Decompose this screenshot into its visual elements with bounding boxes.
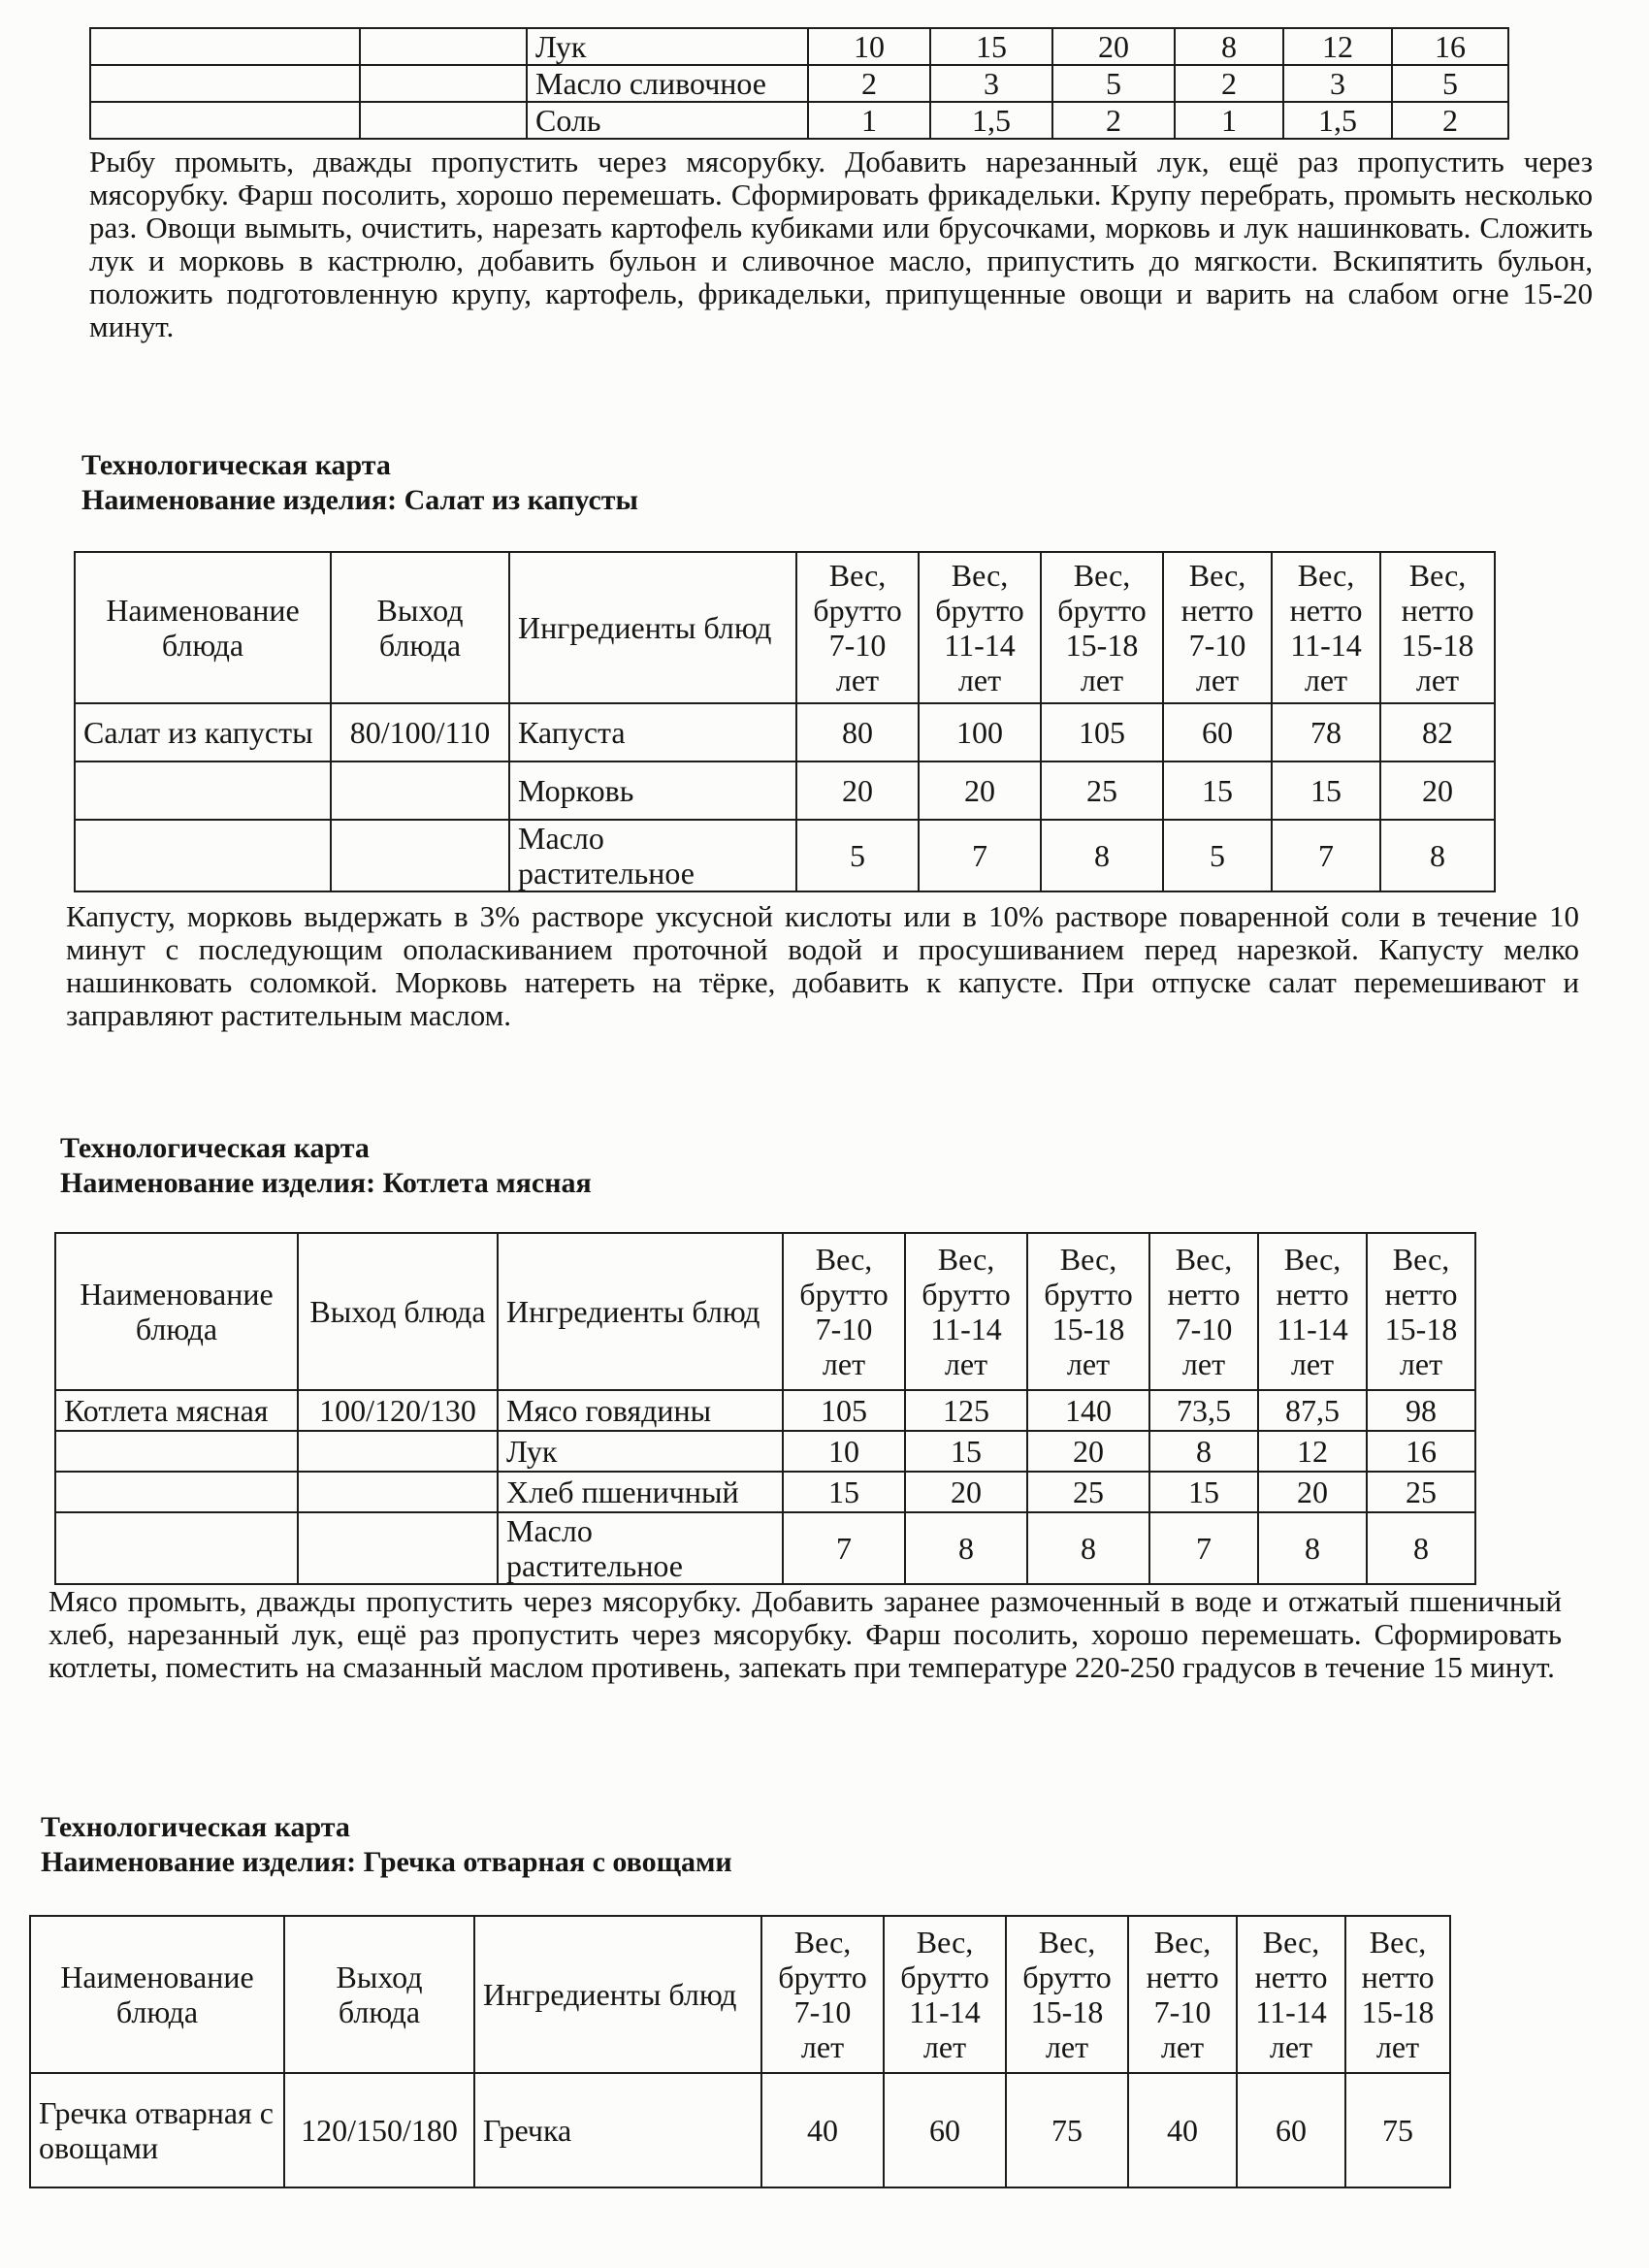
cell-dish-yield: [331, 820, 509, 891]
card-heading: Технологическая карта: [41, 1811, 350, 1843]
header-ingredient: Ингредиенты блюд: [498, 1233, 783, 1390]
cell-net-7-10: 40: [1128, 2073, 1237, 2187]
cell-ingredient: Масло растительное: [509, 820, 796, 891]
cell-ingredient: Масло растительное: [498, 1512, 783, 1584]
cell-gross-7-10: 80: [796, 703, 919, 761]
card-product-line: Наименование изделия: Салат из капусты: [81, 484, 638, 516]
cell-gross-15-18: 140: [1027, 1390, 1149, 1431]
cell-net-15-18: 20: [1380, 761, 1495, 820]
header-net-15-18: Вес, нетто 15-18 лет: [1367, 1233, 1475, 1390]
cell-net-11-14: 7: [1272, 820, 1380, 891]
cell-net-15-18: 25: [1367, 1472, 1475, 1512]
cell-net-11-14: 12: [1283, 28, 1392, 65]
cell-dish-name: [90, 65, 360, 102]
cell-ingredient: Мясо говядины: [498, 1390, 783, 1431]
table-salad: [74, 551, 1496, 892]
header-net-7-10: Вес, нетто 7-10 лет: [1149, 1233, 1258, 1390]
cell-gross-7-10: 1: [808, 102, 930, 139]
instructions-cutlet: Мясо промыть, дважды пропустить через мясорубку. Добавить заранее размоченный в воде и отжатый пшеничный хлеб, нарезанный лук, ещё раз пропустить через мясорубку. Фарш посолить, хорошо перемешать. Сформировать котлеты, поместить на смазанный маслом противень, запекать при температуре 220-250 градусов в течение 15 минут.: [48, 1584, 1562, 1684]
cell-net-7-10: 2: [1175, 65, 1283, 102]
header-gross-7-10: Вес, брутто 7-10 лет: [783, 1233, 905, 1390]
header-dish-name: Наименование блюда: [75, 552, 331, 703]
table-row: [30, 2073, 1450, 2187]
card-title-cutlet: [60, 1131, 592, 1201]
cell-net-7-10: 15: [1163, 761, 1272, 820]
cell-dish-yield: [360, 28, 527, 65]
cell-dish-name: [55, 1512, 298, 1584]
cell-net-15-18: 75: [1345, 2073, 1450, 2187]
cell-dish-name: [75, 820, 331, 891]
card-heading: Технологическая карта: [81, 449, 391, 481]
cell-dish-yield: 80/100/110: [331, 703, 509, 761]
cell-net-15-18: 2: [1392, 102, 1508, 139]
cell-net-11-14: 12: [1258, 1431, 1367, 1472]
cell-gross-7-10: 5: [796, 820, 919, 891]
cell-ingredient: Лук: [498, 1431, 783, 1472]
table-header-row: [55, 1233, 1475, 1390]
cell-ingredient: Гречка: [474, 2073, 761, 2187]
cell-gross-7-10: 7: [783, 1512, 905, 1584]
card-title-salad: [81, 448, 638, 518]
cell-dish-name: [90, 102, 360, 139]
cell-gross-15-18: 20: [1052, 28, 1175, 65]
cell-dish-name: Котлета мясная: [55, 1390, 298, 1431]
cell-gross-15-18: 75: [1006, 2073, 1128, 2187]
table-cutlet: [54, 1232, 1476, 1585]
table-row: [55, 1512, 1475, 1584]
table-buckwheat: [29, 1915, 1451, 2188]
cell-gross-11-14: 125: [905, 1390, 1027, 1431]
instructions-salad: Капусту, морковь выдержать в 3% растворе уксусной кислоты или в 10% растворе поваренной соли в течение 10 минут с последующим ополаскиванием проточной водой и просушиванием перед нарезкой. Капусту мелко нашинковать соломкой. Морковь натереть на тёрке, добавить к капусте. При отпуске салат перемешивают и заправляют растительным маслом.: [66, 899, 1579, 1032]
cell-gross-15-18: 5: [1052, 65, 1175, 102]
cell-gross-15-18: 8: [1041, 820, 1163, 891]
header-dish-name: Наименование блюда: [30, 1916, 284, 2073]
cell-ingredient: Масло сливочное: [527, 65, 808, 102]
table-row: [75, 761, 1495, 820]
cell-net-7-10: 1: [1175, 102, 1283, 139]
table-row: [90, 28, 1508, 65]
cell-net-15-18: 82: [1380, 703, 1495, 761]
cell-net-15-18: 98: [1367, 1390, 1475, 1431]
cell-net-11-14: 1,5: [1283, 102, 1392, 139]
cell-dish-name: Салат из капусты: [75, 703, 331, 761]
header-net-15-18: Вес, нетто 15-18 лет: [1345, 1916, 1450, 2073]
cell-gross-11-14: 100: [919, 703, 1041, 761]
header-net-11-14: Вес, нетто 11-14 лет: [1258, 1233, 1367, 1390]
cell-net-7-10: 15: [1149, 1472, 1258, 1512]
cell-gross-11-14: 60: [884, 2073, 1006, 2187]
cell-dish-yield: [331, 761, 509, 820]
header-gross-7-10: Вес, брутто 7-10 лет: [796, 552, 919, 703]
cell-ingredient: Хлеб пшеничный: [498, 1472, 783, 1512]
table-header-row: [30, 1916, 1450, 2073]
card-product-line: Наименование изделия: Котлета мясная: [60, 1167, 592, 1199]
cell-net-11-14: 15: [1272, 761, 1380, 820]
cell-net-7-10: 5: [1163, 820, 1272, 891]
cell-dish-yield: [360, 102, 527, 139]
table-row: [90, 65, 1508, 102]
header-gross-15-18: Вес, брутто 15-18 лет: [1027, 1233, 1149, 1390]
cell-dish-yield: 100/120/130: [298, 1390, 498, 1431]
card-heading: Технологическая карта: [60, 1132, 370, 1164]
header-ingredient: Ингредиенты блюд: [474, 1916, 761, 2073]
header-gross-11-14: Вес, брутто 11-14 лет: [884, 1916, 1006, 2073]
card-title-buckwheat: [41, 1810, 732, 1880]
cell-gross-11-14: 7: [919, 820, 1041, 891]
header-gross-7-10: Вес, брутто 7-10 лет: [761, 1916, 884, 2073]
cell-net-11-14: 60: [1237, 2073, 1345, 2187]
cell-gross-11-14: 20: [919, 761, 1041, 820]
cell-gross-15-18: 105: [1041, 703, 1163, 761]
cell-dish-yield: 120/150/180: [284, 2073, 474, 2187]
cell-gross-11-14: 20: [905, 1472, 1027, 1512]
header-net-7-10: Вес, нетто 7-10 лет: [1163, 552, 1272, 703]
cell-dish-name: [75, 761, 331, 820]
cell-ingredient: Соль: [527, 102, 808, 139]
cell-net-7-10: 60: [1163, 703, 1272, 761]
instructions-fish-soup: Рыбу промыть, дважды пропустить через мясорубку. Добавить нарезанный лук, ещё раз пропустить через мясорубку. Фарш посолить, хорошо перемешать. Сформировать фрикадельки. Крупу перебрать, промыть несколько раз. Овощи вымыть, очистить, нарезать картофель кубиками или брусочками, морковь и лук нашинковать. Сложить лук и морковь в кастрюлю, добавить бульон и сливочное масло, припустить до мягкости. Вскипятить бульон, положить подготовленную крупу, картофель, фрикадельки, припущенные овощи и варить на слабом огне 15-20 минут.: [89, 145, 1593, 343]
header-net-7-10: Вес, нетто 7-10 лет: [1128, 1916, 1237, 2073]
cell-dish-yield: [298, 1472, 498, 1512]
header-dish-name: Наименование блюда: [55, 1233, 298, 1390]
cell-gross-7-10: 20: [796, 761, 919, 820]
cell-gross-11-14: 15: [905, 1431, 1027, 1472]
cell-net-15-18: 8: [1380, 820, 1495, 891]
table-row: [75, 703, 1495, 761]
cell-gross-11-14: 15: [930, 28, 1052, 65]
header-dish-yield: Выход блюда: [284, 1916, 474, 2073]
cell-net-15-18: 16: [1392, 28, 1508, 65]
cell-gross-15-18: 8: [1027, 1512, 1149, 1584]
cell-gross-15-18: 20: [1027, 1431, 1149, 1472]
cell-dish-name: [55, 1472, 298, 1512]
cell-net-7-10: 7: [1149, 1512, 1258, 1584]
table-row: [90, 102, 1508, 139]
cell-gross-7-10: 15: [783, 1472, 905, 1512]
cell-dish-name: Гречка отварная с овощами: [30, 2073, 284, 2187]
cell-gross-11-14: 3: [930, 65, 1052, 102]
cell-gross-7-10: 2: [808, 65, 930, 102]
header-net-11-14: Вес, нетто 11-14 лет: [1272, 552, 1380, 703]
header-gross-15-18: Вес, брутто 15-18 лет: [1006, 1916, 1128, 2073]
card-product-line: Наименование изделия: Гречка отварная с овощами: [41, 1846, 732, 1878]
cell-dish-yield: [298, 1431, 498, 1472]
cell-ingredient: Лук: [527, 28, 808, 65]
table-header-row: [75, 552, 1495, 703]
cell-dish-yield: [360, 65, 527, 102]
table-row: [55, 1431, 1475, 1472]
header-ingredient: Ингредиенты блюд: [509, 552, 796, 703]
cell-gross-11-14: 1,5: [930, 102, 1052, 139]
table-row: [55, 1472, 1475, 1512]
cell-ingredient: Морковь: [509, 761, 796, 820]
cell-net-11-14: 8: [1258, 1512, 1367, 1584]
cell-gross-15-18: 25: [1041, 761, 1163, 820]
cell-gross-7-10: 10: [783, 1431, 905, 1472]
cell-net-11-14: 20: [1258, 1472, 1367, 1512]
header-gross-11-14: Вес, брутто 11-14 лет: [919, 552, 1041, 703]
cell-dish-name: [90, 28, 360, 65]
table-row: [55, 1390, 1475, 1431]
cell-net-11-14: 78: [1272, 703, 1380, 761]
cell-net-15-18: 16: [1367, 1431, 1475, 1472]
cell-ingredient: Капуста: [509, 703, 796, 761]
cell-net-7-10: 73,5: [1149, 1390, 1258, 1431]
cell-gross-7-10: 40: [761, 2073, 884, 2187]
table-fish-soup-tail: [89, 27, 1509, 140]
header-net-15-18: Вес, нетто 15-18 лет: [1380, 552, 1495, 703]
cell-net-11-14: 87,5: [1258, 1390, 1367, 1431]
table-row: [75, 820, 1495, 891]
cell-net-15-18: 5: [1392, 65, 1508, 102]
header-dish-yield: Выход блюда: [331, 552, 509, 703]
header-net-11-14: Вес, нетто 11-14 лет: [1237, 1916, 1345, 2073]
cell-net-15-18: 8: [1367, 1512, 1475, 1584]
cell-gross-7-10: 10: [808, 28, 930, 65]
header-gross-15-18: Вес, брутто 15-18 лет: [1041, 552, 1163, 703]
cell-gross-7-10: 105: [783, 1390, 905, 1431]
cell-dish-yield: [298, 1512, 498, 1584]
cell-net-7-10: 8: [1149, 1431, 1258, 1472]
cell-net-7-10: 8: [1175, 28, 1283, 65]
cell-gross-15-18: 2: [1052, 102, 1175, 139]
cell-net-11-14: 3: [1283, 65, 1392, 102]
cell-gross-15-18: 25: [1027, 1472, 1149, 1512]
header-dish-yield: Выход блюда: [298, 1233, 498, 1390]
cell-gross-11-14: 8: [905, 1512, 1027, 1584]
header-gross-11-14: Вес, брутто 11-14 лет: [905, 1233, 1027, 1390]
cell-dish-name: [55, 1431, 298, 1472]
